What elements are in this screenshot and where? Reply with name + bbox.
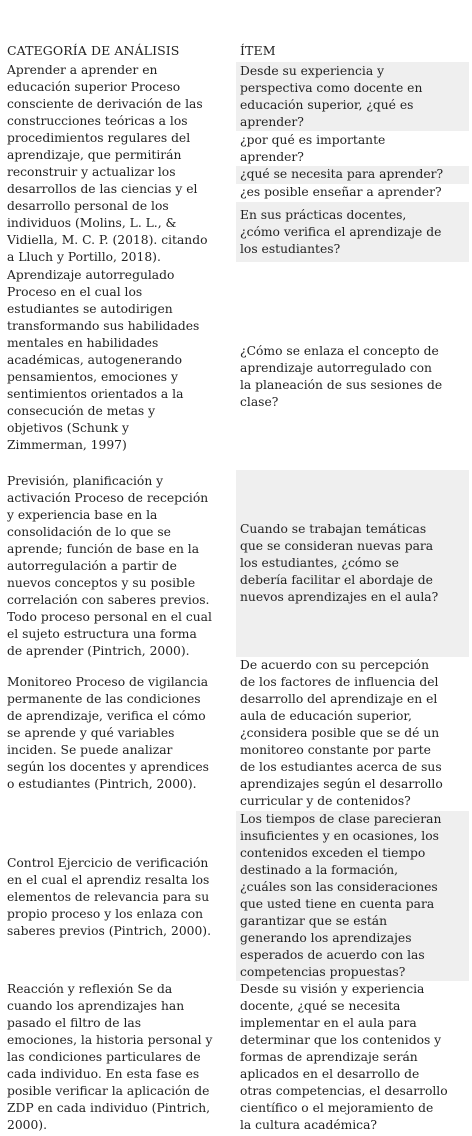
- item-cell: Los tiempos de clase parecieran insuficientes y en ocasiones, los contenidos exceden el tiempo destinado a la formación, ¿cuáles son las consideraciones que usted tiene en cuenta para garantizar que se están generando los aprendizajes esperados de acuerdo con las competencias propuestas?: [236, 811, 469, 981]
- table-row: [7, 268, 469, 470]
- table-row: [7, 62, 469, 283]
- header-item: ÍTEM: [240, 43, 276, 58]
- table-header: [7, 42, 469, 62]
- category-cell: Previsión, planificación y activación Proceso de recepción y experiencia base en la consolidación de lo que se aprende; función de base en la autorregulación a partir de nuevos conceptos y su posible correlación con saberes previos. Todo proceso personal en el cual el sujeto estructura una forma de aprender (Pintrich, 2000).: [7, 474, 212, 658]
- category-cell: Reacción y reflexión Se da cuando los aprendizajes han pasado el filtro de las emociones, la historia personal y las condiciones particulares de cada individuo. En esta fase es posible verificar la aplicación de ZDP en cada individuo (Pintrich, 2000).: [7, 982, 213, 1132]
- category-cell: Aprender a aprender en educación superior Proceso consciente de derivación de las construcciones teóricas a los procedimientos regulares del aprendizaje, que permitirán reconstruir y actualizar los desarrollos de las ciencias y el desarrollo personal de los individuos (Molins, L. L., & Vidiella, M. C. P. (2018). citando a Lluch y Portillo, 2018).: [7, 63, 208, 264]
- item-cell: Cuando se trabajan temáticas que se consideran nuevas para los estudiantes, ¿cómo se debería facilitar el abordaje de nuevos aprendizajes en el aula?: [236, 470, 469, 657]
- header-category: CATEGORÍA DE ANÁLISIS: [7, 43, 180, 58]
- item-cell: ¿Cómo se enlaza el concepto de aprendizaje autorregulado con la planeación de sus sesiones de clase?: [240, 344, 443, 409]
- item-cell: En sus prácticas docentes, ¿cómo verifica el aprendizaje de los estudiantes?: [236, 202, 469, 262]
- table-row: [7, 657, 469, 811]
- item-cell: Desde su visión y experiencia docente, ¿qué se necesita implementar en el aula para determinar que los contenidos y formas de aprendizaje serán aplicados en el desarrollo de otras competencias, el desarrollo científico o el mejoramiento de la cultura académica?: [240, 982, 448, 1132]
- category-cell: Aprendizaje autorregulado Proceso en el cual los estudiantes se autodirigen transformando sus habilidades mentales en habilidades académicas, autogenerando pensamientos, emociones y sentimientos orientados a la consecución de metas y objetivos (Schunk y Zimmerman, 1997): [7, 268, 200, 452]
- item-cell: De acuerdo con su percepción de los factores de influencia del desarrollo del aprendizaje en el aula de educación superior, ¿considera posible que se dé un monitoreo constante por parte de los estudiantes acerca de sus aprendizajes según el desarrollo curricular y de contenidos?: [240, 658, 443, 808]
- item-cell: Desde su experiencia y perspectiva como docente en educación superior, ¿qué es aprender?: [236, 62, 469, 131]
- item-cell: ¿por qué es importante aprender?: [240, 133, 386, 164]
- item-cell: ¿qué se necesita para aprender?: [236, 166, 469, 184]
- analysis-table: [7, 42, 469, 1136]
- table-row: [7, 811, 469, 981]
- category-cell: Monitoreo Proceso de vigilancia permanente de las condiciones de aprendizaje, verifica el cómo se aprende y qué variables inciden. Se puede analizar según los docentes y aprendices o estudiantes (Pintrich, 2000).: [7, 675, 209, 791]
- item-cell: ¿es posible enseñar a aprender?: [240, 185, 442, 199]
- table-row: [7, 981, 469, 1136]
- table-row: [7, 470, 469, 657]
- category-cell: Control Ejercicio de verificación en el cual el aprendiz resalta los elementos de relevancia para su propio proceso y los enlaza con saberes previos (Pintrich, 2000).: [7, 856, 211, 938]
